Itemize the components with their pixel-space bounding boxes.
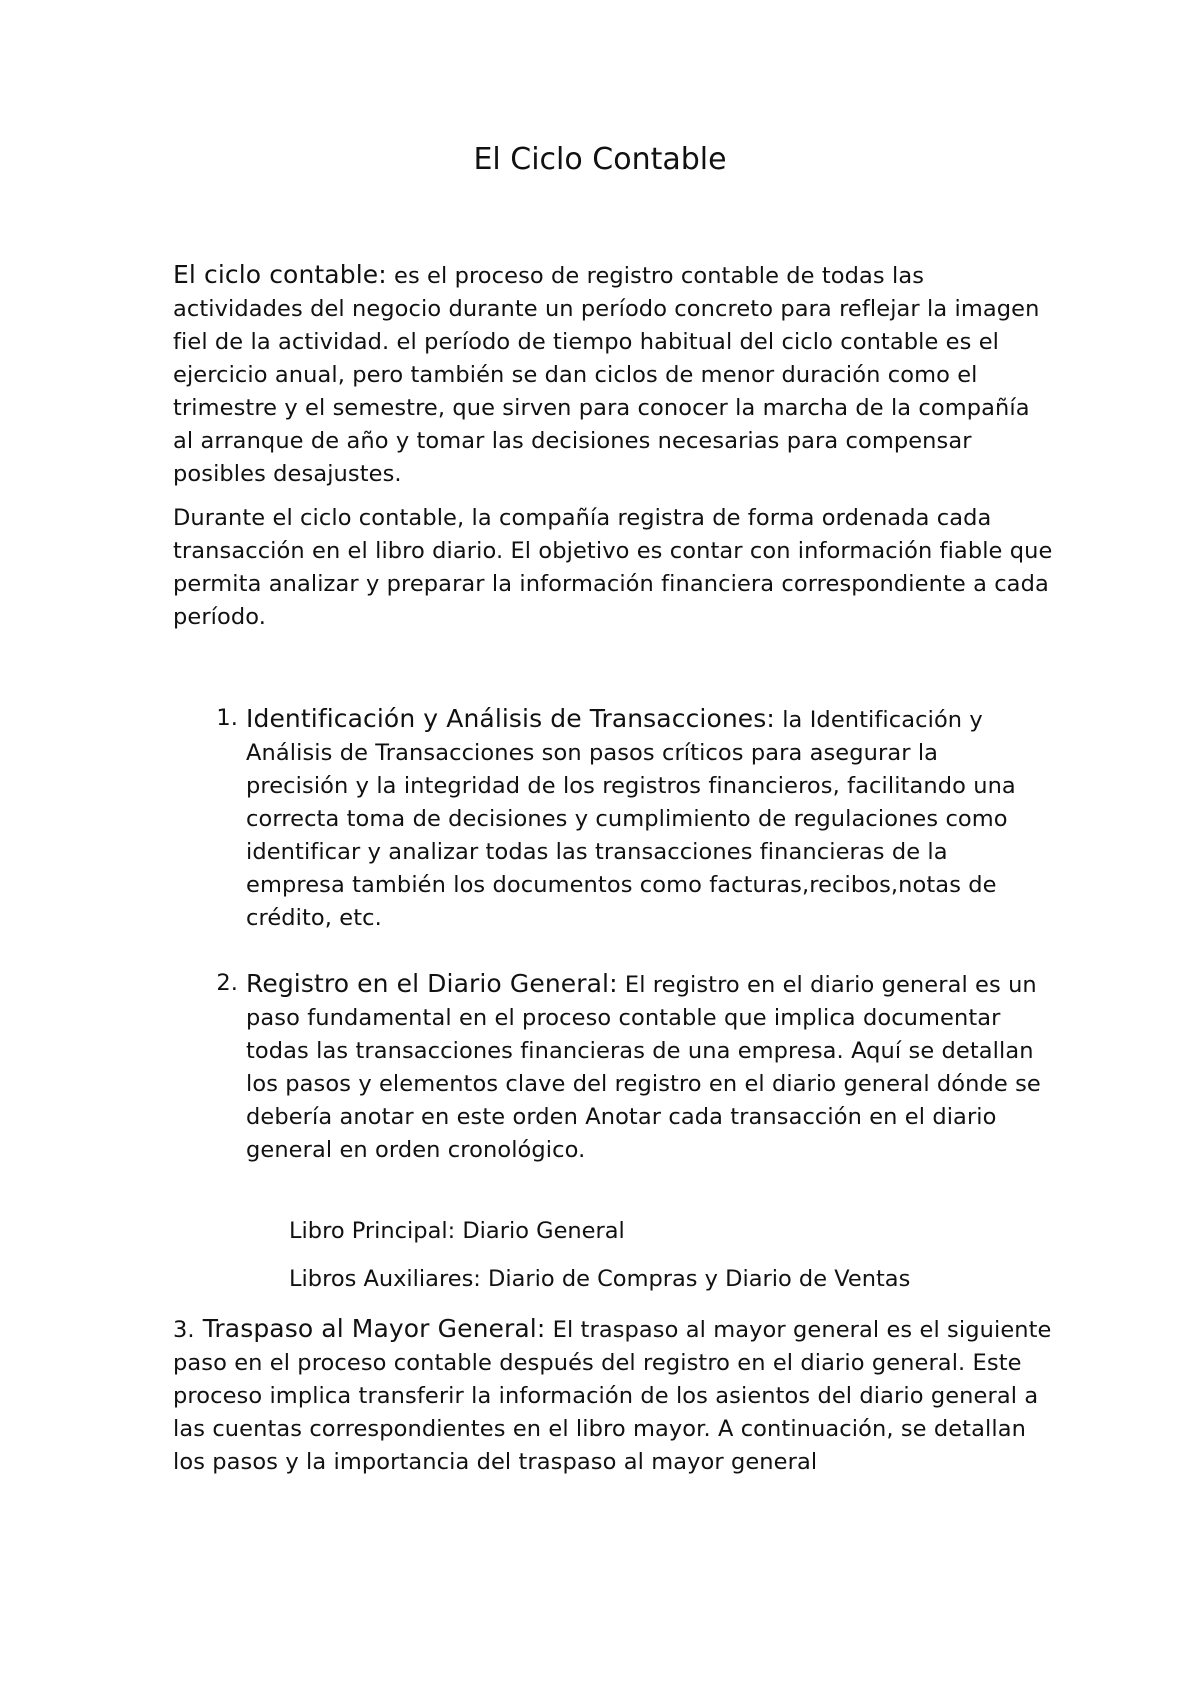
item-heading: Identificación y Análisis de Transacciones: [246, 704, 767, 733]
list-number: 1.: [216, 705, 238, 731]
intro-colon: :: [378, 260, 387, 289]
document-title: El Ciclo Contable: [473, 142, 727, 177]
item-colon: :: [609, 969, 618, 998]
libros-auxiliares: Libros Auxiliares: Diario de Compras y Diario de Ventas: [289, 1266, 911, 1292]
item-heading: Traspaso al Mayor General: [194, 1314, 537, 1343]
item-colon: :: [766, 704, 775, 733]
item-text: la Identificación y Análisis de Transacciones son pasos críticos para asegurar la precisión y la integridad de los registros financieros, facilitando una correcta toma de decisiones y cumplimiento de regulaciones como identificar y analizar todas las transacciones financieras de la empresa también los documentos como facturas,recibos,notas de crédito, etc.: [246, 707, 1016, 931]
item-text: El registro en el diario general es un paso fundamental en el proceso contable que implica documentar todas las transacciones financieras de una empresa. Aquí se detallan los pasos y elementos clave del registro en el diario general dónde se debería anotar en este orden Anotar cada transacción en el diario general en orden cronológico.: [246, 972, 1041, 1163]
cycle-paragraph: [173, 502, 1053, 634]
intro-term: El ciclo contable: [173, 260, 379, 289]
list-number: 3.: [173, 1317, 195, 1343]
item-colon: :: [536, 1314, 546, 1343]
list-number: 2.: [216, 970, 238, 996]
list-item-traspaso: [173, 1312, 1053, 1479]
intro-text: es el proceso de registro contable de todas las actividades del negocio durante un período concreto para reflejar la imagen fiel de la actividad. el período de tiempo habitual del ciclo contable es el ejercicio anual, pero también se dan ciclos de menor duración como el trimestre y el semestre, que sirven para conocer la marcha de la compañía al arranque de año y tomar las decisiones necesarias para compensar posibles desajustes.: [173, 263, 1040, 487]
libro-principal: Libro Principal: Diario General: [289, 1218, 625, 1244]
intro-paragraph: [173, 258, 1053, 491]
cycle-text: Durante el ciclo contable, la compañía registra de forma ordenada cada transacción en el libro diario. El objetivo es contar con información fiable que permita analizar y preparar la información financiera correspondiente a cada período.: [173, 505, 1053, 630]
item-heading: Registro en el Diario General: [246, 969, 610, 998]
list-item-identificacion: [216, 702, 1046, 935]
item-text: El traspaso al mayor general es el siguiente paso en el proceso contable después del registro en el diario general. Este proceso implica transferir la información de los asientos del diario general a las cuentas correspondientes en el libro mayor. A continuación, se detallan los pasos y la importancia del traspaso al mayor general: [173, 1317, 1052, 1475]
list-item-registro: [216, 967, 1046, 1167]
